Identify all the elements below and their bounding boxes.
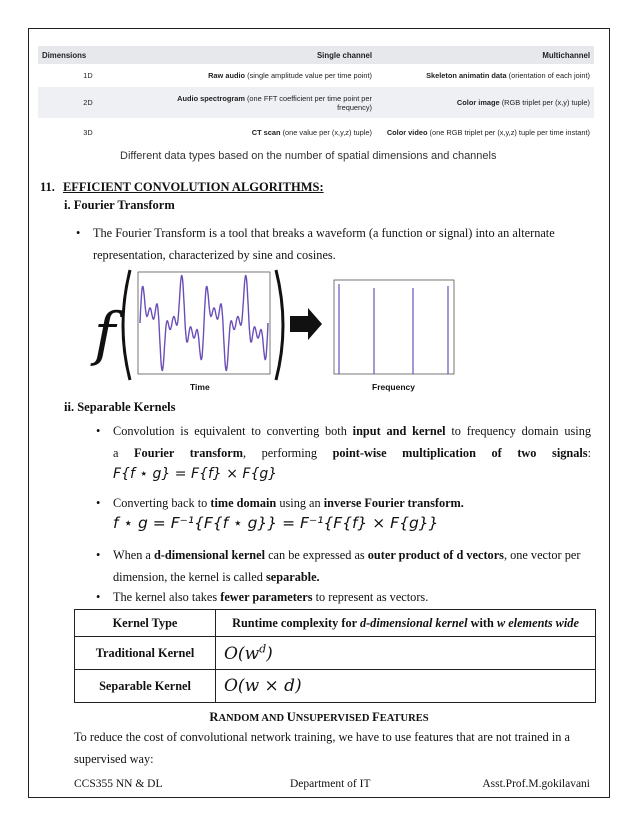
table-row [38,64,594,87]
section-number: 11. [40,180,55,194]
right-paren-icon [276,270,283,380]
kernel-type-cell: Separable Kernel [75,670,216,703]
frequency-axis-label: Frequency [372,382,415,392]
data-types-table-image [38,46,594,147]
complexity-cell: $O(w^d)$ [216,637,596,670]
formula-convolution-theorem: F{f ⋆ g} = F{f} × F{g} [113,466,278,482]
header-multichannel: Multichannel [376,46,594,64]
bullet-dot: • [76,226,81,240]
header-dimensions: Dimensions [38,46,138,64]
single-cell: Raw audio (single amplitude value per time point) [138,64,376,87]
bullet-fourier-definition [76,222,583,266]
function-f-symbol: f [94,300,116,368]
bullet-fewer-parameters: • The kernel also takes fewer parameters to represent as vectors. [113,586,591,608]
complexity-cell: O(w × d) [216,670,596,703]
random-unsupervised-features-title: RANDOM AND UNSUPERVISED FEATURES [209,710,429,724]
bullet-line: representation, characterized by sine and cosines. [93,248,336,262]
data-types-table [38,46,594,147]
table-header-row [75,610,596,637]
table-row [38,118,594,147]
header-single-channel: Single channel [138,46,376,64]
multi-cell: Color image (RGB triplet per (x,y) tuple) [376,87,594,118]
table-row [38,87,594,118]
bullet-convolution-line2: a Fourier transform, performing point-wise multiplication of two signals: [113,446,591,460]
bullet-line: The Fourier Transform is a tool that breaks a waveform (a function or signal) into an alternate [93,226,555,240]
single-cell: CT scan (one value per (x,y,z) tuple) [138,118,376,147]
kernel-type-cell: Traditional Kernel [75,637,216,670]
left-paren-icon [123,270,130,380]
dim-cell: 3D [38,118,138,147]
footer-department: Department of IT [290,778,371,790]
bullet-dot: • [96,496,101,510]
bullet-convolution-line1: • Convolution is equivalent to converting both input and kernel to frequency domain using [113,420,591,442]
header-runtime-complexity: Runtime complexity for d-dimensional kernel with w elements wide [216,610,596,637]
subheading-fourier: i. Fourier Transform [64,198,175,212]
footer-course: CCS355 NN & DL [74,778,163,790]
time-axis-label: Time [190,382,210,392]
table-caption: Different data types based on the number of spatial dimensions and channels [120,150,497,162]
section-title: EFFICIENT CONVOLUTION ALGORITHMS: [62,180,324,194]
section-heading [40,180,324,195]
bullet-separable-definition: • When a d-dimensional kernel can be expressed as outer product of d vectors, one vector per dimension, the kernel is called separable. [113,544,591,588]
multi-cell: Skeleton animatin data (orientation of each joint) [376,64,594,87]
single-cell: Audio spectrogram (one FFT coefficient per time point per frequency) [138,87,376,118]
table-row [75,670,596,703]
bullet-inverse-fourier: • Converting back to time domain using an inverse Fourier transform. [113,492,591,514]
header-kernel-type: Kernel Type [75,610,216,637]
formula-inverse: f ⋆ g = F⁻¹{F{f ⋆ g}} = F⁻¹{F{f} × F{g}} [113,514,439,532]
subheading-separable: ii. Separable Kernels [64,400,176,414]
fourier-transform-figure [90,266,470,394]
bullet-dot: • [96,424,101,438]
frequency-plot-frame [334,280,454,374]
table-row [75,637,596,670]
dim-cell: 2D [38,87,138,118]
footer-author: Asst.Prof.M.gokilavani [482,778,590,790]
multi-cell: Color video (one RGB triplet per (x,y,z) tuple per time instant) [376,118,594,147]
dim-cell: 1D [38,64,138,87]
bullet-dot: • [96,590,101,604]
paragraph-unsupervised: To reduce the cost of convolutional network training, we have to use features that are not trained in a supervised way: [74,730,570,766]
arrow-right-icon [290,308,322,340]
bullet-dot: • [96,548,101,562]
kernel-complexity-table [74,609,596,703]
